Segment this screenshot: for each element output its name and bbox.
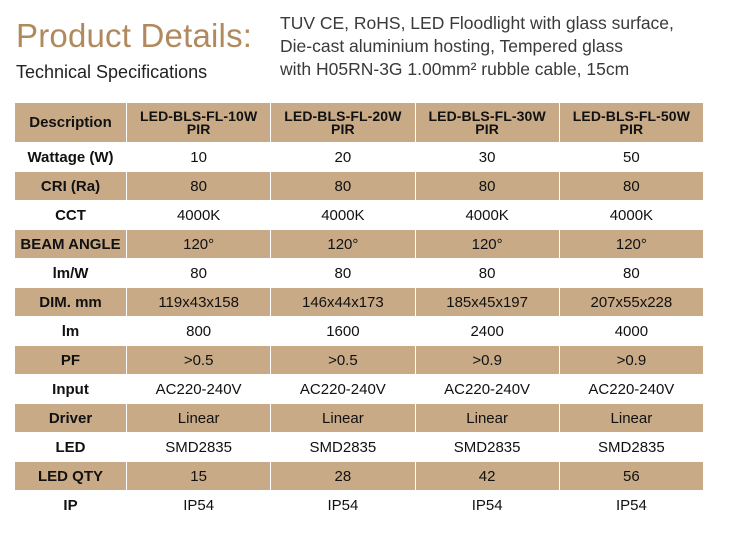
- table-row: [15, 230, 704, 259]
- table-cell: 207x55x228: [559, 288, 703, 317]
- table-row: [15, 375, 704, 404]
- table-cell: 30: [415, 143, 559, 172]
- table-cell: Linear: [271, 404, 415, 433]
- table-cell: 80: [127, 172, 271, 201]
- row-label: BEAM ANGLE: [15, 230, 127, 259]
- row-label: CRI (Ra): [15, 172, 127, 201]
- description-line: TUV CE, RoHS, LED Floodlight with glass surface,: [280, 13, 674, 33]
- table-cell: 80: [271, 259, 415, 288]
- table-cell: 120°: [415, 230, 559, 259]
- model-variant: PIR: [619, 120, 644, 137]
- table-cell: 42: [415, 462, 559, 491]
- table-cell: IP54: [127, 491, 271, 520]
- column-header-model: [559, 103, 703, 143]
- table-cell: 80: [415, 259, 559, 288]
- table-cell: 80: [559, 172, 703, 201]
- table-row: [15, 317, 704, 346]
- table-cell: SMD2835: [127, 433, 271, 462]
- model-name: LED-BLS-FL-10W: [139, 107, 258, 124]
- row-label: CCT: [15, 201, 127, 230]
- table-cell: 50: [559, 143, 703, 172]
- table-cell: 4000K: [271, 201, 415, 230]
- table-cell: IP54: [559, 491, 703, 520]
- row-label: PF: [15, 346, 127, 375]
- column-header-description: Description: [15, 103, 127, 143]
- model-name: LED-BLS-FL-20W: [284, 107, 402, 124]
- row-label: lm: [15, 317, 127, 346]
- table-cell: 10: [127, 143, 271, 172]
- table-cell: 120°: [127, 230, 271, 259]
- table-cell: >0.9: [415, 346, 559, 375]
- table-cell: 120°: [559, 230, 703, 259]
- table-row: [15, 201, 704, 230]
- table-row: [15, 491, 704, 520]
- table-cell: >0.5: [127, 346, 271, 375]
- table-cell: IP54: [271, 491, 415, 520]
- model-name: LED-BLS-FL-30W: [428, 107, 546, 124]
- row-label: LED QTY: [15, 462, 127, 491]
- table-cell: 185x45x197: [415, 288, 559, 317]
- model-variant: PIR: [331, 120, 355, 137]
- table-row: [15, 404, 704, 433]
- model-name: LED-BLS-FL-50W: [572, 107, 691, 124]
- table-header-row: [15, 103, 704, 143]
- table-cell: AC220-240V: [559, 375, 703, 404]
- table-cell: >0.9: [559, 346, 703, 375]
- page-title: Product Details:: [16, 17, 253, 54]
- table-cell: 80: [127, 259, 271, 288]
- row-label: lm/W: [15, 259, 127, 288]
- table-cell: Linear: [559, 404, 703, 433]
- table-cell: 80: [559, 259, 703, 288]
- table-cell: AC220-240V: [415, 375, 559, 404]
- table-cell: 800: [127, 317, 271, 346]
- table-cell: 4000: [559, 317, 703, 346]
- row-label: Driver: [15, 404, 127, 433]
- table-cell: 1600: [271, 317, 415, 346]
- table-cell: SMD2835: [559, 433, 703, 462]
- table-cell: 80: [271, 172, 415, 201]
- table-cell: 28: [271, 462, 415, 491]
- table-row: [15, 433, 704, 462]
- table-cell: 15: [127, 462, 271, 491]
- model-variant: PIR: [475, 120, 499, 137]
- table-cell: IP54: [415, 491, 559, 520]
- table-cell: SMD2835: [415, 433, 559, 462]
- table-cell: 4000K: [559, 201, 703, 230]
- row-label: Input: [15, 375, 127, 404]
- column-header-model: [127, 103, 271, 143]
- description-line: with H05RN-3G 1.00mm² rubble cable, 15cm: [280, 59, 630, 79]
- table-cell: AC220-240V: [271, 375, 415, 404]
- column-header-model: [415, 103, 559, 143]
- table-cell: 56: [559, 462, 703, 491]
- table-cell: 80: [415, 172, 559, 201]
- table-cell: 4000K: [415, 201, 559, 230]
- table-cell: >0.5: [271, 346, 415, 375]
- column-header-model: [271, 103, 415, 143]
- table-cell: Linear: [415, 404, 559, 433]
- row-label: LED: [15, 433, 127, 462]
- table-cell: 4000K: [127, 201, 271, 230]
- row-label: IP: [15, 491, 127, 520]
- table-row: [15, 288, 704, 317]
- table-row: [15, 143, 704, 172]
- product-description: [280, 12, 674, 81]
- table-cell: Linear: [127, 404, 271, 433]
- table-row: [15, 172, 704, 201]
- row-label: DIM. mm: [15, 288, 127, 317]
- table-row: [15, 259, 704, 288]
- description-line: Die-cast aluminium hosting, Tempered glass: [280, 36, 624, 56]
- row-label: Wattage (W): [15, 143, 127, 172]
- table-row: [15, 346, 704, 375]
- table-cell: 20: [271, 143, 415, 172]
- model-variant: PIR: [186, 120, 211, 137]
- table-cell: 119x43x158: [127, 288, 271, 317]
- table-cell: 120°: [271, 230, 415, 259]
- table-row: [15, 462, 704, 491]
- table-cell: 146x44x173: [271, 288, 415, 317]
- spec-table: [14, 102, 704, 520]
- table-cell: AC220-240V: [127, 375, 271, 404]
- table-cell: 2400: [415, 317, 559, 346]
- table-cell: SMD2835: [271, 433, 415, 462]
- page-subtitle: Technical Specifications: [16, 62, 208, 82]
